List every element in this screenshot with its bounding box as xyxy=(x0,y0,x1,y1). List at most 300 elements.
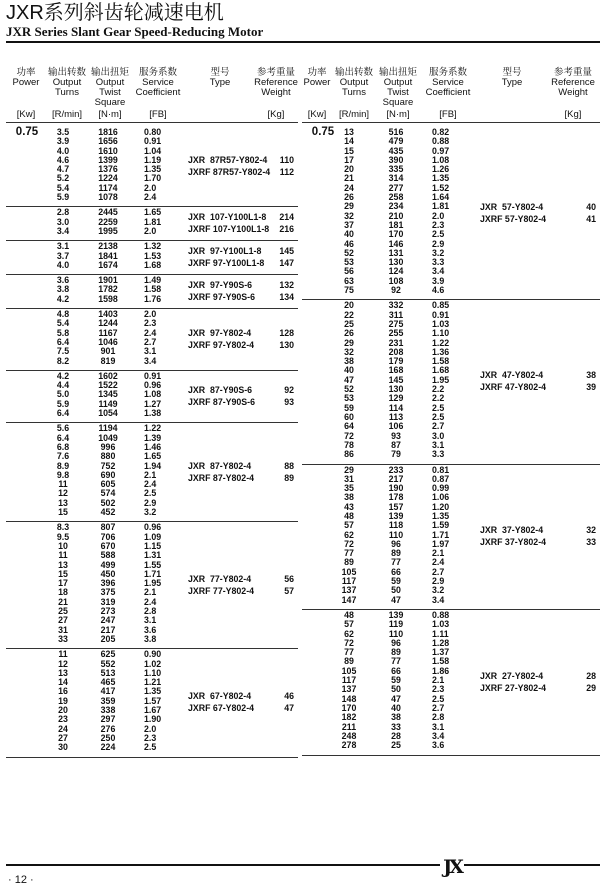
right-power-unit: [Kw] xyxy=(307,109,327,120)
left-speed-header: 输出转数 Output Turns xyxy=(47,67,86,98)
output-torque: 1345 xyxy=(98,389,118,400)
output-speed: 37 xyxy=(344,219,354,230)
service-factor: 1.35 xyxy=(144,686,162,697)
output-speed: 29 xyxy=(344,201,354,212)
output-torque: 217 xyxy=(100,624,116,635)
output-speed: 26 xyxy=(344,192,354,203)
output-torque: 181 xyxy=(388,219,404,230)
output-speed: 29 xyxy=(344,337,354,348)
output-torque: 124 xyxy=(388,266,404,277)
output-torque: 1376 xyxy=(98,164,118,175)
output-torque: 234 xyxy=(388,201,404,212)
output-speed: 4.8 xyxy=(56,309,70,320)
output-speed: 137 xyxy=(341,585,357,596)
right-speed-header: 输出转数 Output Turns xyxy=(334,67,373,98)
page-title-chinese: JXR系列斜齿轮减速电机 xyxy=(6,2,224,24)
service-factor: 1.26 xyxy=(432,164,450,175)
output-speed: 64 xyxy=(344,421,354,432)
service-factor: 1.22 xyxy=(144,423,162,434)
right-group xyxy=(302,299,600,463)
reference-weight: 216 xyxy=(279,224,294,235)
output-speed: 170 xyxy=(341,702,357,713)
output-torque: 208 xyxy=(388,346,404,357)
service-factor: 2.5 xyxy=(432,402,445,413)
service-factor: 2.4 xyxy=(144,327,157,338)
right-group-rows xyxy=(302,611,600,750)
output-speed: 21 xyxy=(344,173,354,184)
service-factor: 1.22 xyxy=(432,337,450,348)
output-torque: 588 xyxy=(100,550,116,561)
output-speed: 13 xyxy=(58,667,68,678)
output-speed: 21 xyxy=(58,596,68,607)
service-factor: 1.71 xyxy=(144,568,162,579)
output-torque: 338 xyxy=(100,705,116,716)
service-factor: 1.65 xyxy=(144,451,162,462)
output-torque: 452 xyxy=(100,507,116,518)
service-factor: 3.4 xyxy=(432,594,445,605)
output-speed: 4.0 xyxy=(56,145,70,156)
output-speed: 3.8 xyxy=(56,284,70,295)
output-speed: 5.6 xyxy=(56,423,70,434)
model-name: JXR 97-Y100L1-8 xyxy=(188,246,262,257)
output-speed: 15 xyxy=(58,568,68,579)
service-factor: 2.3 xyxy=(144,318,157,329)
service-factor: 3.1 xyxy=(432,721,445,732)
table-row xyxy=(6,409,298,418)
reference-weight: 57 xyxy=(284,585,294,596)
output-torque: 479 xyxy=(388,136,404,147)
output-torque: 319 xyxy=(100,596,116,607)
output-speed: 3.6 xyxy=(56,275,70,286)
output-torque: 1049 xyxy=(98,432,118,443)
model-name: JXR 47-Y802-4 xyxy=(480,370,544,381)
output-torque: 93 xyxy=(391,430,401,441)
output-torque: 178 xyxy=(388,492,404,503)
output-torque: 819 xyxy=(100,355,116,366)
output-speed: 43 xyxy=(344,501,354,512)
output-torque: 96 xyxy=(391,538,401,549)
output-speed: 182 xyxy=(341,712,357,723)
service-factor: 1.02 xyxy=(144,658,162,669)
output-torque: 605 xyxy=(100,479,116,490)
service-factor: 2.5 xyxy=(432,411,445,422)
service-factor: 2.7 xyxy=(432,421,445,432)
reference-weight: 47 xyxy=(284,703,294,714)
output-torque: 807 xyxy=(100,522,116,533)
left-group xyxy=(6,308,298,370)
output-torque: 335 xyxy=(388,164,404,175)
service-factor: 2.1 xyxy=(144,469,157,480)
service-factor: 0.97 xyxy=(432,145,450,156)
service-factor: 1.19 xyxy=(144,154,162,165)
service-factor: 2.7 xyxy=(432,702,445,713)
service-factor: 1.08 xyxy=(432,154,450,165)
output-speed: 75 xyxy=(344,285,354,296)
table-row xyxy=(6,508,298,517)
model-name: JXRF 67-Y802-4 xyxy=(188,703,255,714)
output-torque: 89 xyxy=(391,548,401,559)
output-torque: 205 xyxy=(100,633,116,644)
service-factor: 2.8 xyxy=(144,606,157,617)
service-factor: 3.2 xyxy=(144,507,157,518)
service-factor: 3.6 xyxy=(144,624,157,635)
output-speed: 46 xyxy=(344,238,354,249)
output-speed: 4.2 xyxy=(56,370,70,381)
output-torque: 277 xyxy=(388,182,404,193)
output-torque: 450 xyxy=(100,568,116,579)
service-factor: 1.04 xyxy=(144,145,162,156)
model-name: JXR 27-Y802-4 xyxy=(480,670,544,681)
output-speed: 24 xyxy=(344,182,354,193)
output-torque: 1078 xyxy=(98,192,118,203)
service-factor: 1.46 xyxy=(144,441,162,452)
output-torque: 92 xyxy=(391,285,401,296)
service-factor: 3.1 xyxy=(432,439,445,450)
service-factor: 1.08 xyxy=(144,389,162,400)
output-torque: 47 xyxy=(391,693,401,704)
service-factor: 0.90 xyxy=(144,649,162,660)
table-row xyxy=(6,743,298,752)
output-speed: 20 xyxy=(344,300,354,311)
left-group xyxy=(6,370,298,423)
output-speed: 77 xyxy=(344,548,354,559)
output-speed: 7.5 xyxy=(56,346,70,357)
service-factor: 3.2 xyxy=(432,247,445,258)
output-torque: 79 xyxy=(391,449,401,460)
service-factor: 2.9 xyxy=(432,576,445,587)
left-torque-unit: [N·m] xyxy=(98,109,122,120)
output-torque: 179 xyxy=(388,356,404,367)
output-speed: 9.8 xyxy=(56,469,70,480)
output-torque: 1782 xyxy=(98,284,118,295)
reference-weight: 134 xyxy=(279,292,294,303)
model-name: JXR 87-Y802-4 xyxy=(188,460,252,471)
output-torque: 255 xyxy=(388,328,404,339)
output-speed: 4.0 xyxy=(56,259,70,270)
service-factor: 0.81 xyxy=(432,464,450,475)
reference-weight: 33 xyxy=(586,537,596,548)
output-torque: 2259 xyxy=(98,216,118,227)
service-factor: 2.5 xyxy=(144,742,157,753)
model-name: JXRF 107-Y100L1-8 xyxy=(188,224,270,235)
service-factor: 0.96 xyxy=(144,522,162,533)
output-speed: 48 xyxy=(344,610,354,620)
output-torque: 130 xyxy=(388,257,404,268)
output-speed: 11 xyxy=(58,550,68,561)
output-speed: 63 xyxy=(344,275,354,286)
output-torque: 25 xyxy=(391,740,401,751)
left-type-header: 型号 Type xyxy=(209,67,231,88)
left-group xyxy=(6,422,298,521)
footer-rule xyxy=(6,864,600,866)
output-speed: 60 xyxy=(344,411,354,422)
output-speed: 12 xyxy=(58,658,68,669)
service-factor: 2.3 xyxy=(144,732,157,743)
left-group xyxy=(6,274,298,308)
service-factor: 3.1 xyxy=(144,346,157,357)
output-torque: 146 xyxy=(388,238,404,249)
output-speed: 25 xyxy=(344,318,354,329)
service-factor: 1.64 xyxy=(432,192,450,203)
output-speed: 3.1 xyxy=(56,241,70,252)
service-factor: 3.4 xyxy=(432,266,445,277)
left-service-header: 服务系数 Service Coefficient xyxy=(135,67,181,98)
output-torque: 276 xyxy=(100,723,116,734)
service-factor: 1.31 xyxy=(144,550,162,561)
output-speed: 3.5 xyxy=(56,127,70,137)
output-speed: 24 xyxy=(58,723,68,734)
right-group-rule xyxy=(302,755,600,756)
service-factor: 1.94 xyxy=(144,460,162,471)
output-speed: 62 xyxy=(344,529,354,540)
service-factor: 1.03 xyxy=(432,318,450,329)
output-torque: 190 xyxy=(388,483,404,494)
left-group-rows xyxy=(6,650,298,752)
left-group-rows xyxy=(6,523,298,644)
service-factor: 2.2 xyxy=(432,384,445,395)
output-torque: 40 xyxy=(391,702,401,713)
table-row xyxy=(302,286,600,295)
output-torque: 1901 xyxy=(98,275,118,286)
output-torque: 1403 xyxy=(98,309,118,320)
output-torque: 210 xyxy=(388,210,404,221)
service-factor: 1.21 xyxy=(144,677,162,688)
service-factor: 1.35 xyxy=(432,510,450,521)
model-name: JXR 37-Y802-4 xyxy=(480,525,544,536)
output-torque: 114 xyxy=(388,402,404,413)
output-speed: 117 xyxy=(341,576,357,587)
service-factor: 1.38 xyxy=(144,408,162,419)
service-factor: 2.5 xyxy=(432,693,445,704)
output-torque: 1174 xyxy=(98,182,118,193)
output-speed: 105 xyxy=(341,566,357,577)
right-group-rows xyxy=(302,301,600,459)
output-torque: 273 xyxy=(100,606,116,617)
service-factor: 0.91 xyxy=(144,136,162,147)
output-speed: 38 xyxy=(344,492,354,503)
service-factor: 2.5 xyxy=(144,488,157,499)
output-speed: 10 xyxy=(58,540,68,551)
output-speed: 3.0 xyxy=(56,216,70,227)
reference-weight: 147 xyxy=(279,258,294,269)
output-speed: 8.3 xyxy=(56,522,70,533)
service-factor: 1.68 xyxy=(144,259,162,270)
output-torque: 59 xyxy=(391,675,401,686)
output-torque: 1224 xyxy=(98,173,118,184)
output-torque: 233 xyxy=(388,464,404,475)
output-speed: 6.4 xyxy=(56,408,70,419)
output-speed: 33 xyxy=(58,633,68,644)
output-torque: 33 xyxy=(391,721,401,732)
service-factor: 2.9 xyxy=(144,497,157,508)
output-speed: 6.8 xyxy=(56,441,70,452)
left-weight-unit: [Kg] xyxy=(267,109,285,120)
service-factor: 1.81 xyxy=(432,201,450,212)
service-factor: 0.99 xyxy=(432,483,450,494)
logo-text: JX xyxy=(443,856,461,878)
output-torque: 118 xyxy=(388,520,404,531)
output-torque: 625 xyxy=(100,649,116,660)
reference-weight: 130 xyxy=(279,339,294,350)
output-speed: 6.4 xyxy=(56,336,70,347)
output-torque: 139 xyxy=(388,610,404,620)
output-torque: 119 xyxy=(388,619,404,630)
top-rule xyxy=(6,41,600,43)
left-service-unit: [FB] xyxy=(149,109,167,120)
output-torque: 1054 xyxy=(98,408,118,419)
service-factor: 3.6 xyxy=(432,740,445,751)
right-power-value: 0.75 xyxy=(311,126,335,138)
model-name: JXR 87-Y90S-6 xyxy=(188,385,253,396)
output-speed: 7.6 xyxy=(56,451,70,462)
service-factor: 2.8 xyxy=(432,712,445,723)
output-torque: 311 xyxy=(388,309,404,320)
page-title-english: JXR Series Slant Gear Speed-Reducing Motor xyxy=(6,24,264,39)
output-torque: 502 xyxy=(100,497,116,508)
output-torque: 465 xyxy=(100,677,116,688)
output-speed: 30 xyxy=(58,742,68,753)
output-torque: 1244 xyxy=(98,318,118,329)
service-factor: 0.82 xyxy=(432,127,450,137)
output-speed: 147 xyxy=(341,594,357,605)
reference-weight: 145 xyxy=(279,246,294,257)
output-torque: 706 xyxy=(100,531,116,542)
right-group xyxy=(302,464,600,610)
output-torque: 375 xyxy=(100,587,116,598)
service-factor: 2.1 xyxy=(432,548,445,559)
output-torque: 224 xyxy=(100,742,116,753)
left-torque-header: 输出扭矩 Output Twist Square xyxy=(90,67,129,108)
right-table xyxy=(302,68,600,858)
model-name: JXR 97-Y90S-6 xyxy=(188,280,253,291)
output-speed: 12 xyxy=(58,488,68,499)
output-torque: 390 xyxy=(388,154,404,165)
output-speed: 5.0 xyxy=(56,389,70,400)
output-torque: 552 xyxy=(100,658,116,669)
table-row xyxy=(302,741,600,750)
output-speed: 86 xyxy=(344,449,354,460)
service-factor: 2.0 xyxy=(144,225,157,236)
service-factor: 2.1 xyxy=(144,587,157,598)
model-name: JXR 67-Y802-4 xyxy=(188,691,252,702)
output-torque: 250 xyxy=(100,732,116,743)
service-factor: 1.35 xyxy=(144,164,162,175)
service-factor: 1.95 xyxy=(144,578,162,589)
service-factor: 1.76 xyxy=(144,293,162,304)
left-group xyxy=(6,648,298,756)
right-group xyxy=(302,126,600,299)
output-speed: 27 xyxy=(58,615,68,626)
reference-weight: 128 xyxy=(279,327,294,338)
output-speed: 77 xyxy=(344,647,354,658)
right-group xyxy=(302,609,600,755)
left-group xyxy=(6,240,298,274)
output-torque: 145 xyxy=(388,374,404,385)
output-torque: 50 xyxy=(391,585,401,596)
output-speed: 13 xyxy=(58,497,68,508)
output-torque: 1816 xyxy=(98,127,118,137)
right-torque-unit: [N·m] xyxy=(386,109,410,120)
service-factor: 1.10 xyxy=(432,328,450,339)
output-speed: 20 xyxy=(58,705,68,716)
service-factor: 2.3 xyxy=(432,684,445,695)
service-factor: 1.52 xyxy=(432,182,450,193)
output-torque: 47 xyxy=(391,594,401,605)
output-speed: 6.4 xyxy=(56,432,70,443)
service-factor: 2.0 xyxy=(432,210,445,221)
right-torque-header: 输出扭矩 Output Twist Square xyxy=(378,67,417,108)
output-torque: 110 xyxy=(388,628,404,639)
table-row xyxy=(302,450,600,459)
service-factor: 0.91 xyxy=(432,309,450,320)
output-speed: 5.4 xyxy=(56,182,70,193)
output-speed: 32 xyxy=(344,210,354,221)
reference-weight: 93 xyxy=(284,397,294,408)
left-group-rows xyxy=(6,424,298,517)
reference-weight: 38 xyxy=(586,370,596,381)
output-torque: 157 xyxy=(388,501,404,512)
service-factor: 1.36 xyxy=(432,346,450,357)
output-torque: 66 xyxy=(391,665,401,676)
output-speed: 248 xyxy=(341,730,357,741)
output-speed: 59 xyxy=(344,402,354,413)
service-factor: 1.70 xyxy=(144,173,162,184)
service-factor: 1.58 xyxy=(432,656,450,667)
output-torque: 1194 xyxy=(98,423,118,434)
service-factor: 1.32 xyxy=(144,241,162,252)
reference-weight: 32 xyxy=(586,525,596,536)
output-torque: 231 xyxy=(388,337,404,348)
model-name: JXRF 57-Y802-4 xyxy=(480,213,547,224)
model-name: JXRF 97-Y802-4 xyxy=(188,339,255,350)
output-torque: 1995 xyxy=(98,225,118,236)
output-speed: 17 xyxy=(344,154,354,165)
left-weight-header: 参考重量 Reference Weight xyxy=(254,67,298,98)
service-factor: 1.95 xyxy=(432,374,450,385)
output-speed: 57 xyxy=(344,619,354,630)
reference-weight: 132 xyxy=(279,280,294,291)
output-torque: 1149 xyxy=(98,398,118,409)
right-group-rows xyxy=(302,128,600,295)
service-factor: 1.37 xyxy=(432,647,450,658)
service-factor: 0.88 xyxy=(432,610,450,620)
output-speed: 14 xyxy=(344,136,354,147)
service-factor: 1.15 xyxy=(144,540,162,551)
output-speed: 32 xyxy=(344,346,354,357)
service-factor: 1.90 xyxy=(144,714,162,725)
output-speed: 5.4 xyxy=(56,318,70,329)
output-torque: 28 xyxy=(391,730,401,741)
model-name: JXRF 97-Y90S-6 xyxy=(188,292,255,303)
service-factor: 1.09 xyxy=(144,531,162,542)
output-speed: 137 xyxy=(341,684,357,695)
output-speed: 29 xyxy=(344,464,354,475)
reference-weight: 214 xyxy=(279,212,294,223)
right-type-header: 型号 Type xyxy=(501,67,523,88)
service-factor: 0.88 xyxy=(432,136,450,147)
right-power-header: 功率 Power xyxy=(303,67,331,88)
output-speed: 5.9 xyxy=(56,192,70,203)
output-torque: 996 xyxy=(100,441,116,452)
service-factor: 2.4 xyxy=(432,557,445,568)
output-torque: 499 xyxy=(100,559,116,570)
service-factor: 2.0 xyxy=(144,309,157,320)
output-torque: 110 xyxy=(388,529,404,540)
model-name: JXR 87R57-Y802-4 xyxy=(188,155,268,166)
right-group-rows xyxy=(302,466,600,605)
output-speed: 57 xyxy=(344,520,354,531)
service-factor: 1.97 xyxy=(432,538,450,549)
